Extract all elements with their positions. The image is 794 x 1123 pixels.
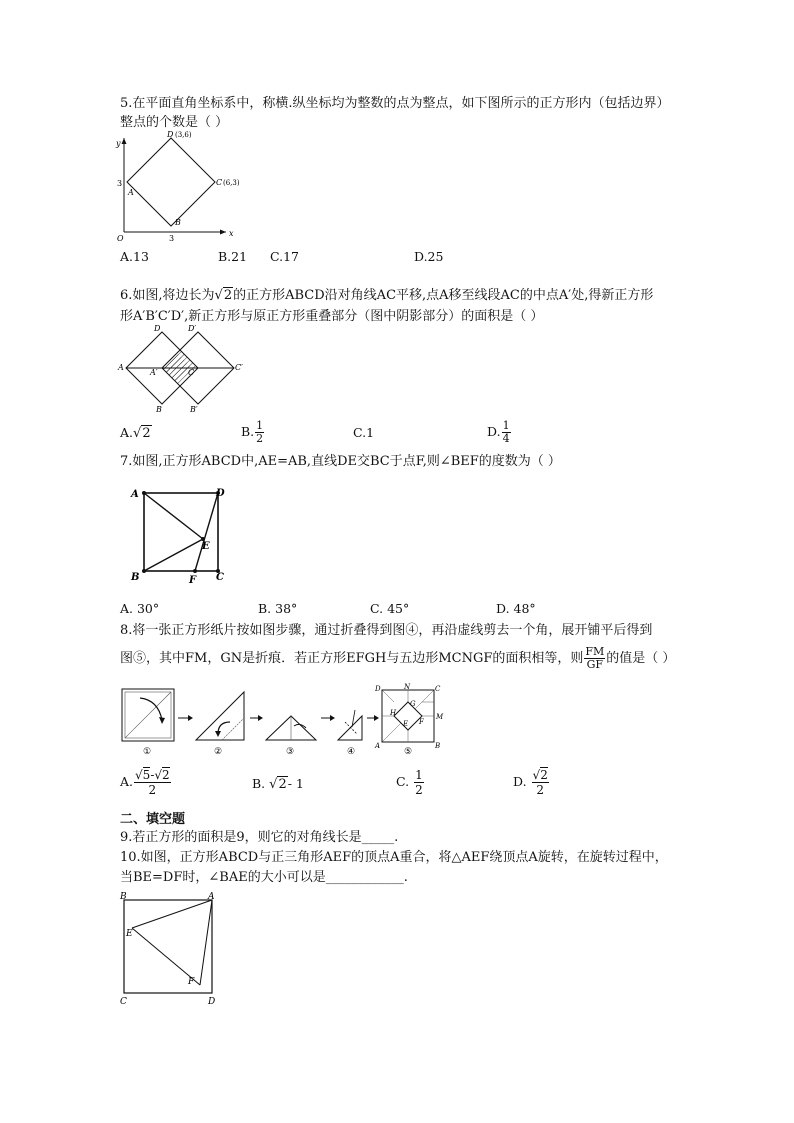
q6-label-c: C [188, 368, 195, 377]
q5-label-a: A [128, 188, 134, 197]
q5-label-b: B [175, 218, 181, 227]
q5-label-c-coord: (6,3) [223, 179, 240, 187]
q6-option-b-fraction [255, 420, 264, 445]
q5-label-d: D [167, 130, 174, 139]
q6-line2: 形A′B′C′D′,新正方形与原正方形重叠部分（图中阴影部分）的面积是（ ） [120, 309, 544, 324]
q7-line1: 7.如图,正方形ABCD中,AE=AB,直线DE交BC于点F,则∠BEF的度数为（ ） [120, 454, 561, 469]
q7-option-d: D. 48° [496, 601, 536, 616]
q8-ratio-fraction [584, 646, 605, 671]
q5-option-b: B.21 [218, 249, 248, 264]
q5-label-y: y [116, 139, 121, 148]
q6-label-dprime: D′ [188, 324, 197, 333]
q7-option-a: A. 30° [120, 601, 160, 616]
q10-label-f: F [188, 977, 195, 987]
q8-figure [118, 682, 448, 762]
q10-label-b: B [120, 892, 127, 902]
q8-label-h: H [390, 709, 397, 717]
q6-sqrt: √2 [214, 288, 233, 303]
q8-label-a: A [375, 742, 381, 750]
q10-figure [118, 892, 222, 1006]
q7-label-b: B [131, 572, 140, 583]
q10-label-d: D [208, 997, 216, 1007]
q6-option-b-label: B. [241, 424, 255, 439]
q5-line2: 整点的个数是（ ） [120, 115, 229, 130]
q8-option-a-minus: - [150, 768, 155, 782]
q9-text: 9.若正方形的面积是9，则它的对角线长是_____. [120, 830, 399, 845]
q6-option-a-sqrt: √2 [133, 426, 151, 441]
q10-label-c: C [120, 997, 127, 1007]
q6-option-a-radicand: 2 [142, 426, 151, 441]
q6-option-d [487, 420, 512, 445]
q6-label-bprime: B′ [190, 405, 198, 414]
q8-step4-label: ④ [347, 747, 356, 757]
q8-line2 [120, 646, 675, 671]
q6-line1-post: 的正方形ABCD沿对角线AC平移,点A移至线段AC的中点A′处,得新正方形 [233, 288, 654, 303]
q8-option-a [120, 768, 172, 797]
q7-label-f: F [189, 575, 197, 586]
q8-option-d [513, 768, 550, 797]
q8-label-f: F [419, 718, 424, 726]
q8-option-b-post: - 1 [287, 776, 304, 791]
q8-label-d: D [375, 685, 381, 693]
q8-option-c-fraction [414, 768, 424, 797]
q8-option-b [252, 776, 304, 792]
q8-label-e: E [403, 720, 409, 728]
q8-ratio-num: FM [585, 645, 605, 658]
q8-label-c: C [435, 685, 441, 693]
q10-line2: 当BE=DF时，∠BAE的大小可以是____________. [120, 870, 408, 885]
q8-ratio-den: GF [586, 658, 604, 671]
q5-option-d: D.25 [414, 249, 444, 264]
q7-label-c: C [216, 572, 224, 583]
q7-option-b: B. 38° [258, 601, 298, 616]
q5-option-a: A.13 [120, 249, 149, 264]
q5-figure [114, 130, 240, 243]
q6-label-aprime: A′ [150, 368, 158, 377]
q8-option-a-fraction [134, 768, 171, 797]
q6-label-d: D [154, 324, 161, 333]
q8-option-c-num: 1 [415, 768, 423, 782]
q5-label-c: C [216, 178, 223, 187]
q6-option-d-num: 1 [502, 419, 510, 432]
q7-figure [128, 483, 232, 587]
q5-label-d-coord: (3,6) [175, 131, 192, 139]
q6-line1-pre: 6.如图,将边长为 [120, 288, 215, 303]
q8-line2-pre: 图⑤，其中FM，GN是折痕．若正方形EFGH与五边形MCNGF的面积相等，则 [120, 651, 584, 666]
q5-label-o: O [117, 234, 124, 243]
q5-line1: 5.在平面直角坐标系中，称横.纵坐标均为整数的点为整点，如下图所示的正方形内（包括边界） [120, 96, 670, 111]
q8-option-a-r1: 5 [142, 768, 151, 782]
q10-label-a: A [208, 892, 215, 902]
q8-option-d-num: √2 [532, 768, 548, 782]
q6-option-b-num: 1 [256, 419, 264, 432]
q8-line2-post: 的值是（ ） [606, 651, 676, 666]
q5-tick-3x: 3 [169, 234, 175, 243]
q8-line1: 8.将一张正方形纸片按如图步骤，通过折叠得到图④，再沿虚线剪去一个角，展开铺平后得到 [120, 623, 653, 638]
q6-label-cprime: C′ [235, 363, 243, 372]
q8-step1-label: ① [143, 747, 152, 757]
q7-option-c: C. 45° [370, 601, 410, 616]
q6-option-d-den: 4 [502, 432, 510, 445]
q8-option-a-label: A. [120, 774, 134, 789]
q8-option-b-radicand: 2 [278, 777, 287, 792]
q6-label-b: B [156, 405, 162, 414]
q6-line1 [120, 286, 653, 305]
q7-label-a: A [131, 489, 139, 500]
q8-step2-label: ② [214, 747, 223, 757]
q10-label-e: E [126, 929, 133, 939]
q7-label-d: D [216, 488, 225, 499]
q8-option-b-sqrt: √2 [269, 777, 287, 792]
q8-option-c-den: 2 [415, 783, 423, 797]
q8-option-c [396, 768, 425, 797]
q8-label-g: G [410, 700, 416, 708]
q8-option-d-radicand: 2 [540, 768, 548, 782]
q7-label-e: E [202, 541, 210, 552]
q8-option-d-label: D. [513, 774, 527, 789]
q8-label-b: B [435, 742, 441, 750]
q8-option-a-num: √5-√2 [135, 768, 170, 782]
q8-option-a-r2: 2 [162, 768, 170, 782]
q6-sqrt-radicand: 2 [223, 288, 233, 303]
q8-option-c-label: C. [396, 774, 410, 789]
q6-option-a [120, 425, 152, 441]
q6-option-a-label: A. [120, 425, 134, 440]
q6-option-b-den: 2 [256, 432, 264, 445]
q6-label-a: A [118, 363, 124, 372]
q5-option-c: C.17 [270, 249, 299, 264]
q5-label-x: x [229, 229, 234, 238]
q6-option-d-fraction [502, 420, 511, 445]
q6-option-d-label: D. [487, 424, 501, 439]
q10-line1: 10.如图，正方形ABCD与正三角形AEF的顶点A重合，将△AEF绕顶点A旋转，在旋转过程中， [120, 850, 668, 865]
q8-label-n: N [404, 683, 411, 691]
q8-option-d-den: 2 [536, 783, 545, 797]
q8-option-b-label: B. [252, 776, 266, 791]
q8-label-m: M [436, 713, 444, 721]
q6-option-b [241, 420, 265, 445]
q8-step3-label: ③ [286, 747, 295, 757]
q5-tick-3y: 3 [117, 179, 123, 188]
section-heading-fill-in: 二、填空题 [120, 812, 186, 827]
q8-option-d-fraction [532, 768, 549, 797]
q6-option-c: C.1 [353, 425, 375, 440]
q8-step5-label: ⑤ [404, 747, 413, 757]
q8-option-a-den: 2 [148, 783, 157, 797]
q6-figure [118, 324, 243, 412]
